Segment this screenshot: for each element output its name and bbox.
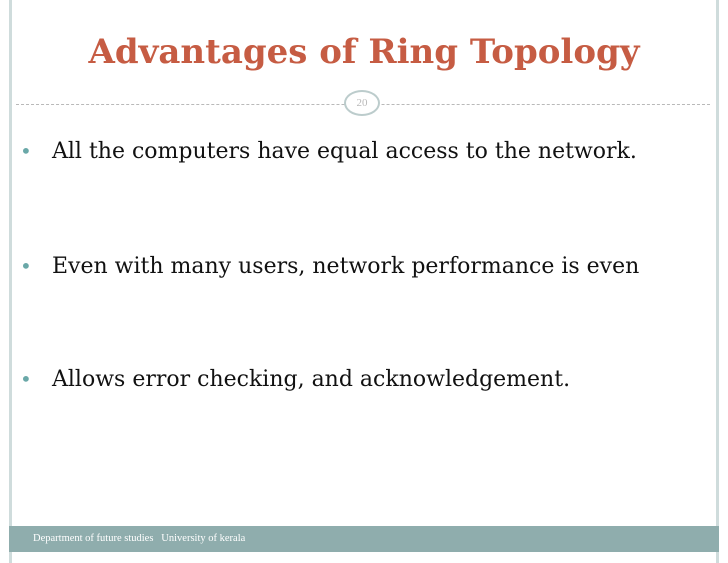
left-border-line xyxy=(9,0,12,563)
bullet-text: Even with many users, network performance is even xyxy=(52,254,640,279)
right-border-line xyxy=(716,0,719,563)
bullet-dot-icon: • xyxy=(20,367,32,391)
bullet-text: Allows error checking, and acknowledgement. xyxy=(52,367,571,392)
page-number-badge: 20 xyxy=(344,90,380,116)
footer-bar xyxy=(9,526,719,552)
footer-university: University of kerala xyxy=(161,533,246,544)
bullet-item xyxy=(20,363,690,396)
bullet-item xyxy=(20,135,690,168)
bullet-dot-icon: • xyxy=(20,254,32,278)
bullet-dot-icon: • xyxy=(20,139,32,163)
slide-title: Advantages of Ring Topology xyxy=(88,32,640,72)
bullet-text: All the computers have equal access to the network. xyxy=(52,139,637,164)
bullet-item xyxy=(20,250,690,283)
footer-department: Department of future studies xyxy=(33,533,154,544)
footer-text xyxy=(33,533,245,545)
